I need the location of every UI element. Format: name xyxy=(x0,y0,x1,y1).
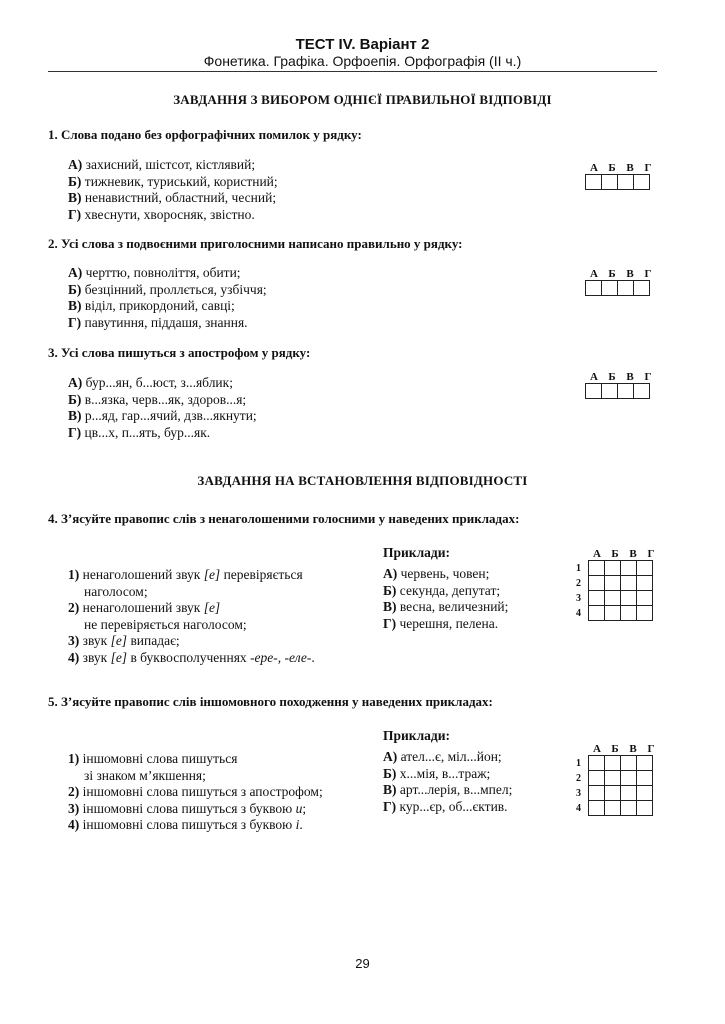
rule-3: 3) звук [е] випадає; xyxy=(68,633,180,648)
cell[interactable] xyxy=(621,561,637,576)
answer-cell-b[interactable] xyxy=(602,384,618,399)
rule-4: 4) іншомовні слова пишуться з буквою і. xyxy=(68,817,303,832)
answer-cell-a[interactable] xyxy=(586,281,602,296)
example-b: Б) секунда, депутат; xyxy=(383,582,501,598)
matching-grid-q4 xyxy=(576,548,660,621)
answer-cell-b[interactable] xyxy=(602,175,618,190)
rule-1: 1) іншомовні слова пишуться xyxy=(68,751,238,766)
cell[interactable] xyxy=(589,771,605,786)
cell[interactable] xyxy=(621,591,637,606)
row-number: 2 xyxy=(576,577,581,589)
question-2: 2. Усі слова з подвоєними приголосними написано правильно у рядку: xyxy=(48,236,463,251)
cell[interactable] xyxy=(621,786,637,801)
option-a: А) черттю, повноліття, обити; xyxy=(68,265,241,280)
cell[interactable] xyxy=(605,771,621,786)
question-5: 5. З’ясуйте правопис слів іншомовного походження у наведених прикладах: xyxy=(48,694,493,709)
test-title: ТЕСТ IV. Варіант 2 xyxy=(295,36,430,53)
answer-grid-header: А Б В Г xyxy=(590,162,652,174)
answer-cell-a[interactable] xyxy=(586,384,602,399)
cell[interactable] xyxy=(621,771,637,786)
answer-grid-q1 xyxy=(585,162,657,190)
question-4-examples xyxy=(383,566,508,632)
cell[interactable] xyxy=(589,756,605,771)
row-number: 4 xyxy=(576,607,581,619)
option-c: В) віділ, прикордоний, савці; xyxy=(68,298,235,313)
cell[interactable] xyxy=(605,786,621,801)
section-matching-title: ЗАВДАННЯ НА ВСТАНОВЛЕННЯ ВІДПОВІДНОСТІ xyxy=(197,473,528,488)
answer-cell-a[interactable] xyxy=(586,175,602,190)
example-b: Б) х...мія, в...траж; xyxy=(383,765,491,781)
cell[interactable] xyxy=(637,591,653,606)
answer-cells xyxy=(585,383,650,399)
answer-cell-c[interactable] xyxy=(618,175,634,190)
cell[interactable] xyxy=(589,606,605,621)
cell[interactable] xyxy=(605,576,621,591)
cell[interactable] xyxy=(637,786,653,801)
example-d: Г) кур...єр, об...єктив. xyxy=(383,798,508,814)
example-c: В) арт...лерія, в...мпел; xyxy=(383,782,513,797)
cell[interactable] xyxy=(589,576,605,591)
answer-cell-c[interactable] xyxy=(618,384,634,399)
rule-2: 2) іншомовні слова пишуться з апострофом; xyxy=(68,784,323,799)
option-b: Б) в...язка, черв...як, здоров...я; xyxy=(68,391,247,407)
answer-cells xyxy=(585,280,650,296)
example-a: А) ател...є, міл...йон; xyxy=(383,749,502,764)
question-1-options xyxy=(68,157,278,223)
option-b: Б) тижневик, туриський, користний; xyxy=(68,173,278,189)
cell[interactable] xyxy=(637,606,653,621)
cell[interactable] xyxy=(605,801,621,816)
cell[interactable] xyxy=(605,591,621,606)
example-a: А) червень, човен; xyxy=(383,566,490,581)
option-b: Б) безцінний, проллється, узбіччя; xyxy=(68,281,267,297)
rule-4: 4) звук [е] в буквосполученнях -ере-, -еле-. xyxy=(68,649,315,665)
answer-grid-q3 xyxy=(585,371,657,399)
cell[interactable] xyxy=(621,606,637,621)
rule-2: 2) ненаголошений звук [е] xyxy=(68,600,221,615)
example-c: В) весна, величезний; xyxy=(383,599,509,614)
cell[interactable] xyxy=(621,756,637,771)
cell[interactable] xyxy=(605,561,621,576)
rule-1-continued: наголосом; xyxy=(84,583,148,599)
row-number: 1 xyxy=(576,757,581,769)
cell[interactable] xyxy=(589,786,605,801)
cell[interactable] xyxy=(637,771,653,786)
option-a: А) захисний, шістсот, кістлявий; xyxy=(68,157,256,172)
answer-grid-q2 xyxy=(585,268,657,296)
matching-grid-header: А Б В Г xyxy=(593,548,655,560)
cell[interactable] xyxy=(637,801,653,816)
question-5-rules xyxy=(68,751,323,834)
option-d: Г) цв...х, п...ять, бур...як. xyxy=(68,424,211,440)
rule-2-continued: не перевіряється наголосом; xyxy=(84,616,247,632)
answer-cell-c[interactable] xyxy=(618,281,634,296)
cell[interactable] xyxy=(605,606,621,621)
answer-grid-header: А Б В Г xyxy=(590,371,652,383)
question-1: 1. Слова подано без орфографічних помилок у рядку: xyxy=(48,127,362,142)
matching-cells xyxy=(576,560,653,621)
question-4-rules xyxy=(68,567,315,666)
row-number: 3 xyxy=(576,787,581,799)
row-number: 2 xyxy=(576,772,581,784)
option-c: В) ненавистний, областний, чесний; xyxy=(68,190,277,205)
answer-grid-header: А Б В Г xyxy=(590,268,652,280)
option-a: А) бур...ян, б...юст, з...яблик; xyxy=(68,375,233,390)
cell[interactable] xyxy=(589,561,605,576)
row-number: 4 xyxy=(576,802,581,814)
option-d: Г) хвеснути, хворосняк, звістно. xyxy=(68,206,255,222)
option-c: В) р...яд, гар...ячий, дзв...якнути; xyxy=(68,408,257,423)
examples-title-q5: Приклади: xyxy=(383,728,450,743)
answer-cell-d[interactable] xyxy=(634,175,650,190)
answer-cell-b[interactable] xyxy=(602,281,618,296)
question-3-options xyxy=(68,375,257,441)
question-2-options xyxy=(68,265,267,331)
example-d: Г) черешня, пелена. xyxy=(383,615,499,631)
matching-grid-q5 xyxy=(576,743,660,816)
answer-cells xyxy=(585,174,650,190)
cell[interactable] xyxy=(589,591,605,606)
matching-cells xyxy=(576,755,653,816)
test-subtitle: Фонетика. Графіка. Орфоепія. Орфографія (ІІ ч.) xyxy=(203,53,522,69)
examples-title-q4: Приклади: xyxy=(383,545,450,560)
header-divider xyxy=(48,71,657,72)
option-d: Г) павутиння, піддашя, знання. xyxy=(68,314,248,330)
question-3: 3. Усі слова пишуться з апострофом у рядку: xyxy=(48,345,311,360)
cell[interactable] xyxy=(637,576,653,591)
section-single-choice-title: ЗАВДАННЯ З ВИБОРОМ ОДНІЄЇ ПРАВИЛЬНОЇ ВІДПОВІДІ xyxy=(173,92,552,107)
answer-cell-d[interactable] xyxy=(634,384,650,399)
row-number: 1 xyxy=(576,562,581,574)
cell[interactable] xyxy=(637,756,653,771)
cell[interactable] xyxy=(589,801,605,816)
rule-1: 1) ненаголошений звук [е] перевіряється xyxy=(68,567,303,582)
answer-cell-d[interactable] xyxy=(634,281,650,296)
question-5-examples xyxy=(383,749,512,815)
rule-3: 3) іншомовні слова пишуться з буквою и; xyxy=(68,800,307,816)
matching-grid-header: А Б В Г xyxy=(593,743,655,755)
page-number: 29 xyxy=(355,956,370,971)
cell[interactable] xyxy=(605,756,621,771)
rule-1-continued: зі знаком м’якшення; xyxy=(84,767,206,783)
cell[interactable] xyxy=(621,576,637,591)
row-number: 3 xyxy=(576,592,581,604)
question-4: 4. З’ясуйте правопис слів з ненаголошеними голосними у наведених прикладах: xyxy=(48,511,520,526)
cell[interactable] xyxy=(637,561,653,576)
cell[interactable] xyxy=(621,801,637,816)
